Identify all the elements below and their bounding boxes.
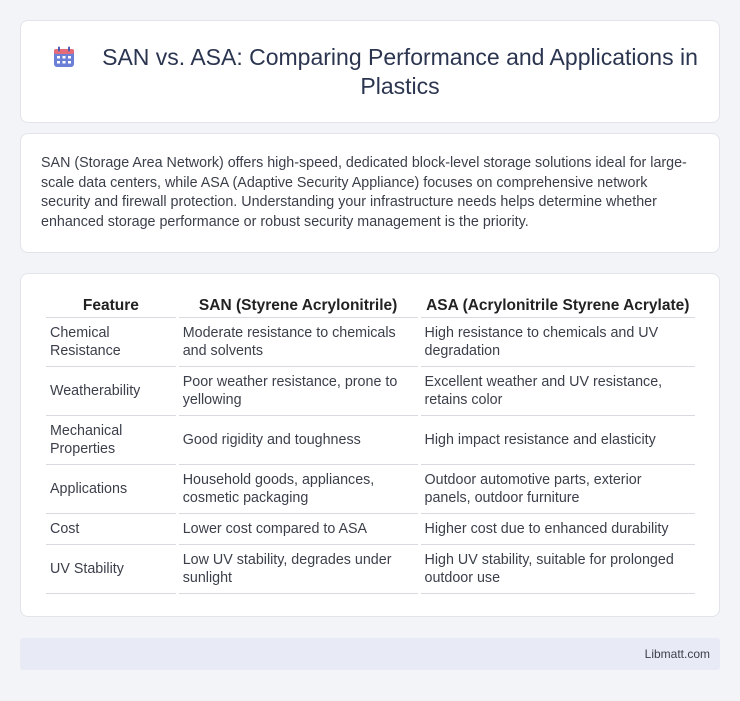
table-row (46, 465, 695, 514)
san-cell: Moderate resistance to chemicals and solvents (179, 318, 418, 367)
feature-cell: Mechanical Properties (46, 416, 176, 465)
table-row (46, 514, 695, 545)
column-header-feature: Feature (46, 296, 176, 318)
table-row (46, 545, 695, 594)
intro-paragraph: SAN (Storage Area Network) offers high-speed, dedicated block-level storage solutions ideal for large-scale data centers, while ASA (Adaptive Security Appliance) focuses on comprehensive network security and firewall protection. Understanding your infrastructure needs helps determine whether enhanced storage performance or robust security management is the priority. (41, 155, 687, 230)
intro-card (20, 133, 720, 253)
san-cell: Lower cost compared to ASA (179, 514, 418, 545)
asa-cell: High resistance to chemicals and UV degradation (421, 318, 695, 367)
title-card (20, 20, 720, 123)
asa-cell: High impact resistance and elasticity (421, 416, 695, 465)
table-header-row (46, 296, 695, 318)
table-row (46, 416, 695, 465)
san-cell: Good rigidity and toughness (179, 416, 418, 465)
asa-cell: High UV stability, suitable for prolonged outdoor use (421, 545, 695, 594)
asa-cell: Outdoor automotive parts, exterior panels, outdoor furniture (421, 465, 695, 514)
table-row (46, 367, 695, 416)
san-cell: Poor weather resistance, prone to yellowing (179, 367, 418, 416)
asa-cell: Higher cost due to enhanced durability (421, 514, 695, 545)
san-cell: Low UV stability, degrades under sunlight (179, 545, 418, 594)
table-row (46, 318, 695, 367)
feature-cell: Applications (46, 465, 176, 514)
comparison-table (43, 296, 698, 594)
asa-cell: Excellent weather and UV resistance, retains color (421, 367, 695, 416)
feature-cell: Chemical Resistance (46, 318, 176, 367)
column-header-san: SAN (Styrene Acrylonitrile) (179, 296, 418, 318)
feature-cell: Weatherability (46, 367, 176, 416)
feature-cell: Cost (46, 514, 176, 545)
page-title: SAN vs. ASA: Comparing Performance and Applications in Plastics (102, 44, 698, 99)
comparison-card (20, 273, 720, 617)
footer (20, 638, 720, 670)
feature-cell: UV Stability (46, 545, 176, 594)
san-cell: Household goods, appliances, cosmetic packaging (179, 465, 418, 514)
footer-site-link[interactable]: Libmatt.com (644, 647, 710, 661)
column-header-asa: ASA (Acrylonitrile Styrene Acrylate) (421, 296, 695, 318)
